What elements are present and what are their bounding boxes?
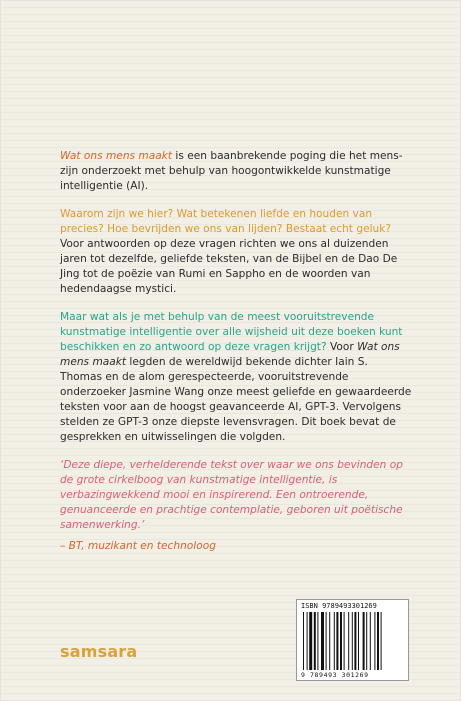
endorsement-quote: ‘Deze diepe, verhelderende tekst over waar we ons bevinden op de grote cirkelboog van kunstmatige intelligentie, is verbazingwekkend mooi en inspirerend. Een ontroerende, genuanceerde en prachtige contemplatie, geboren uit poëtische samenwerking.’ (60, 459, 403, 531)
barcode-bars-icon (303, 612, 403, 670)
book-title-inline: Wat ons mens maakt (60, 150, 173, 162)
blurb-paragraph-1 (60, 149, 412, 194)
blurb-paragraph-1-text: is een baanbrekende poging die het mens-zijn onderzoekt met behulp van hoogontwikkelde kunstmatige intelligentie (AI). (60, 150, 403, 192)
publisher-logo: samsara (60, 642, 138, 661)
barcode-digits: 9 789493 301269 (301, 671, 369, 679)
blurb-paragraph-2-text: Voor antwoorden op deze vragen richten we ons al duizenden jaren tot dezelfde, geliefde teksten, van de Bijbel en de Dao De Jing tot de poëzie van Rumi en Sappho en de woorden van hedendaagse mystici. (60, 238, 398, 295)
isbn-barcode (296, 599, 409, 681)
blurb-paragraph-3-text: legden de wereldwijd bekende dichter Iain S. Thomas en de alom gerespecteerde, vooruitstrevende onderzoeker Jasmine Wang onze meest geliefde en gewaardeerde teksten voor aan de hoogst geavanceerde AI, GPT-3. Vervolgens stelden ze GPT-3 onze diepste levensvragen. Dit boek bevat de gesprekken en uitwisselingen die volgden. (60, 356, 412, 443)
book-title-inline-2: Wat ons mens maakt (60, 341, 400, 368)
blurb-paragraph-3-voor: Voor (326, 341, 358, 353)
isbn-label: ISBN 9789493301269 (301, 602, 377, 610)
blurb-question-teal: Maar wat als je met behulp van de meest vooruitstrevende kunstmatige intelligentie over alle wijsheid uit deze boeken kunt beschikken en zo antwoord op deze vragen krijgt? (60, 311, 403, 353)
blurb-paragraph-3 (60, 310, 412, 445)
blurb-text (60, 149, 412, 567)
blurb-questions-yellow: Waarom zijn we hier? Wat betekenen liefde en houden van precies? Hoe bevrijden we ons van lijden? Bestaat echt geluk? (60, 208, 392, 235)
endorsement-attribution: – BT, muzikant en technoloog (60, 540, 216, 552)
blurb-paragraph-2 (60, 207, 412, 297)
